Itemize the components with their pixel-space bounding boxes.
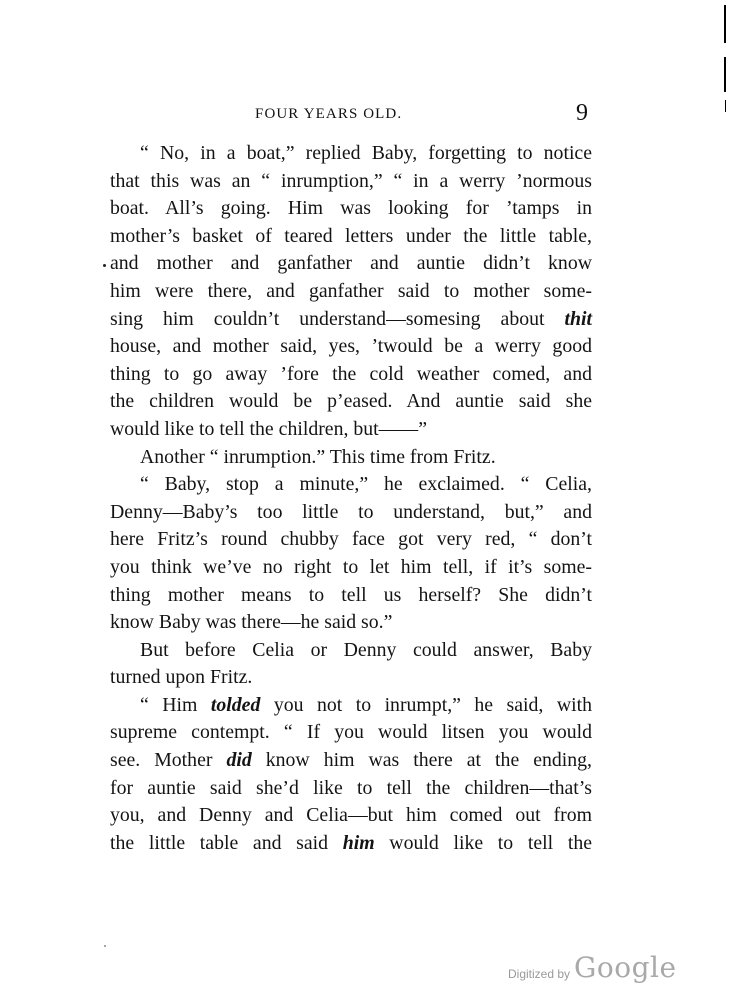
- text-line: [110, 582, 592, 610]
- text-line: [110, 637, 592, 665]
- page-edge-mark: [724, 5, 726, 43]
- text-line: [110, 416, 592, 444]
- text-segment: that this was an “ inrumption,” “ in a werry ’normous: [110, 169, 592, 192]
- page-header: [110, 100, 592, 126]
- text-line: [110, 830, 592, 858]
- text-segment: the little table and said: [110, 831, 343, 854]
- text-segment: you not to inrumpt,” he said, with: [260, 693, 592, 716]
- text-segment: would like to tell the children, but——”: [110, 417, 427, 440]
- watermark-prefix: Digitized by: [508, 967, 571, 981]
- text-segment: “ Baby, stop a minute,” he exclaimed. “ Celia,: [140, 473, 592, 496]
- text-segment: you think we’ve no right to let him tell, if it’s some-: [110, 555, 592, 578]
- text-line: [110, 747, 592, 775]
- text-line: [110, 609, 592, 637]
- text-line: [110, 306, 592, 334]
- text-segment: know him was there at the ending,: [251, 749, 593, 772]
- text-segment: you, and Denny and Celia—but him comed out from: [110, 804, 592, 827]
- text-line: [110, 692, 592, 720]
- text-segment: Denny—Baby’s too little to understand, but,” and: [110, 500, 592, 523]
- text-segment: “ Him: [140, 693, 211, 716]
- text-segment: house, and mother said, yes, ’twould be a werry good: [110, 335, 592, 358]
- text-line: [110, 471, 592, 499]
- scan-speck: [103, 264, 106, 267]
- text-line: [110, 168, 592, 196]
- text-line: [110, 802, 592, 830]
- text-segment: him were there, and ganfather said to mother some-: [110, 279, 592, 302]
- text-segment: supreme contempt. “ If you would litsen you would: [110, 721, 592, 744]
- text-line: [110, 719, 592, 747]
- page-edge-mark: [724, 57, 726, 92]
- text-segment: But before Celia or Denny could answer, Baby: [140, 638, 592, 661]
- text-segment: know Baby was there—he said so.”: [110, 611, 393, 634]
- page-number: 9: [576, 100, 588, 126]
- text-segment: see. Mother: [110, 749, 227, 772]
- text-segment: turned upon Fritz.: [110, 666, 253, 689]
- text-segment: and mother and ganfather and auntie didn’t know: [110, 252, 592, 275]
- text-line: [110, 664, 592, 692]
- text-segment: sing him couldn’t understand—somesing about: [110, 307, 565, 330]
- text-line: [110, 278, 592, 306]
- text-segment: mother’s basket of teared letters under the little table,: [110, 224, 592, 247]
- text-line: [110, 333, 592, 361]
- text-segment: here Fritz’s round chubby face got very red, “ don’t: [110, 528, 592, 551]
- text-segment: for auntie said she’d like to tell the children—that’s: [110, 776, 592, 799]
- text-segment: boat. All’s going. Him was looking for ’tamps in: [110, 197, 592, 220]
- emphasized-word: him: [342, 831, 375, 854]
- text-segment: thing to go away ’fore the cold weather comed, and: [110, 362, 592, 385]
- text-line: [110, 499, 592, 527]
- text-segment: thing mother means to tell us herself? She didn’t: [110, 583, 592, 606]
- emphasized-word: thit: [564, 307, 592, 330]
- text-line: [110, 223, 592, 251]
- text-line: [110, 775, 592, 803]
- text-line: [110, 361, 592, 389]
- emphasized-word: tolded: [210, 693, 261, 716]
- text-line: [110, 250, 592, 278]
- text-segment: would like to tell the: [374, 831, 592, 854]
- text-segment: Another “ inrumption.” This time from Fritz.: [140, 445, 496, 468]
- text-segment: “ No, in a boat,” replied Baby, forgetting to notice: [140, 142, 592, 164]
- scan-speck: [104, 945, 106, 947]
- emphasized-word: did: [226, 749, 252, 772]
- text-line: [110, 554, 592, 582]
- text-line: [110, 140, 592, 168]
- text-line: [110, 388, 592, 416]
- running-head: FOUR YEARS OLD.: [255, 106, 403, 122]
- watermark-brand: Google: [574, 951, 677, 984]
- text-line: [110, 195, 592, 223]
- text-segment: the children would be p’eased. And auntie said she: [110, 390, 592, 413]
- text-line: [110, 444, 592, 472]
- body-text: [110, 140, 592, 857]
- text-line: [110, 526, 592, 554]
- page-edge-mark: [725, 100, 726, 112]
